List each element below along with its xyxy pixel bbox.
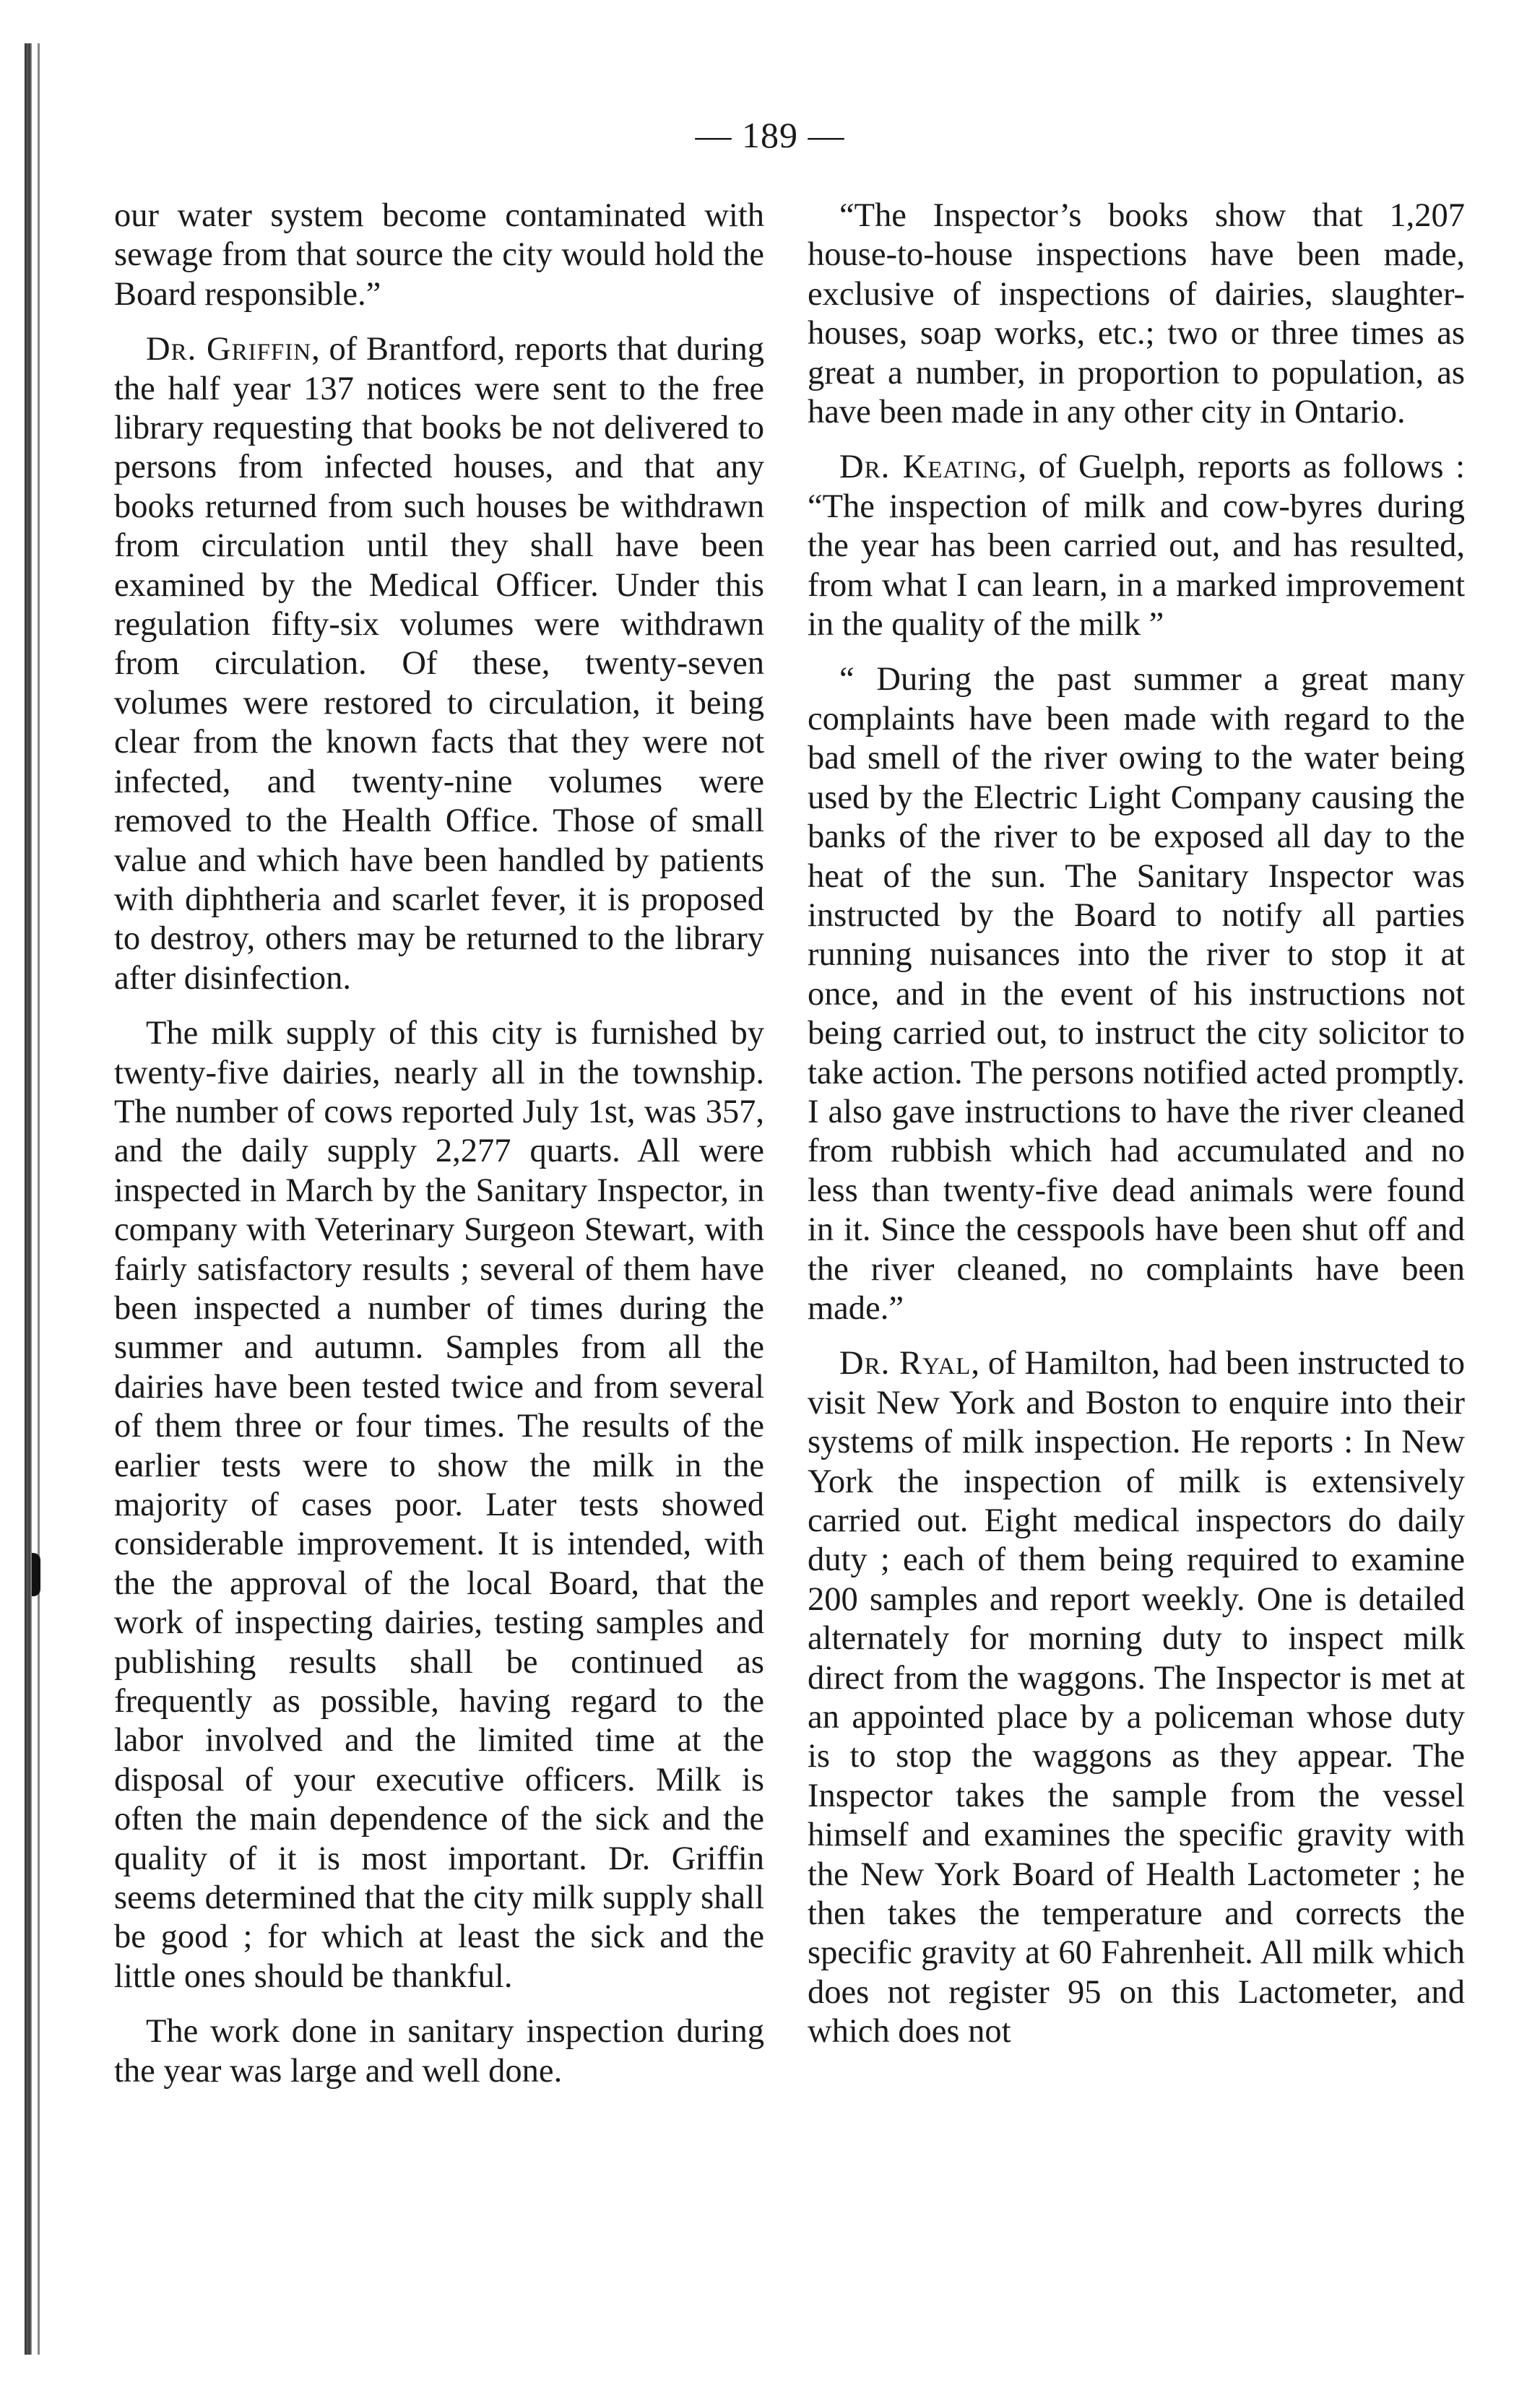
binding-shadow [25,43,32,2355]
left-paragraph-1: our water system become contaminated with sewage from that source the city would hold the Board responsible.” [114,197,764,313]
left-paragraph-2-text: , of Brantford, reports that during the half year 137 notices were sent to the free library requesting that books be not delivered to persons from infected houses, and that any books returned from such houses be withdrawn from circulation until they shall have been examined by the Medical Officer. Under this regulation fifty-six volumes were withdrawn from circulation. Of these, twenty-seven volumes were restored to circulation, it being clear from the known facts that they were not infected, and twenty-nine volumes were removed to the Health Office. Those of small value and which have been handled by patients with diphtheria and scarlet fever, it is proposed to destroy, others may be returned to the library after disinfection. [114,331,764,997]
right-column [808,196,1465,2068]
right-paragraph-1: “The Inspector’s books show that 1,207 house-to-house inspections have been made, exclusive of inspections of dairies, slaughter-houses, soap works, etc.; two or three times as great a number, in proportion to population, as have been made in any other city in Ontario. [808,197,1465,431]
left-paragraph-3: The milk supply of this city is furnished by twenty-five dairies, nearly all in the township. The number of cows reported July 1st, was 357, and the daily supply 2,277 quarts. All were inspected in March by the Sanitary Inspector, in company with Veterinary Surgeon Stewart, with fairly satisfactory results ; several of them have been inspected a number of times during the summer and autumn. Samples from all the dairies have been tested twice and from several of them three or four times. The results of the earlier tests were to show the milk in the majority of cases poor. Later tests showed considerable improvement. It is intended, with the the approval of the local Board, that the work of inspecting dairies, testing samples and publishing results shall be continued as frequently as possible, having regard to the labor involved and the limited time at the disposal of your executive officers. Milk is often the main dependence of the sick and the quality of it is most important. Dr. Griffin seems determined that the city milk supply shall be good ; for which at least the sick and the little ones should be thankful. [114,1015,764,1995]
page-number: — 189 — [695,115,845,155]
left-paragraph-2 [114,330,764,998]
right-paragraph-2-text: , of Guelph, reports as follows : “The inspection of milk and cow-byres during the year has been carried out, and has resulted, from what I can learn, in a marked improvement in the quality of the milk ” [808,449,1465,644]
right-paragraph-3: “ During the past summer a great many complaints have been made with regard to the bad smell of the river owing to the water being used by the Electric Light Company causing the banks of the river to be exposed all day to the heat of the sun. The Sanitary Inspector was instructed by the Board to notify all parties running nuisances into the river to stop it at once, and in the event of his instructions not being carried out, to instruct the city solicitor to take action. The persons notified acted promptly. I also gave instructions to have the river cleaned from rubbish which had accumulated and no less than twenty-five dead animals were found in it. Since the cesspools have been shut off and the river cleaned, no complaints have been made.” [808,661,1465,1327]
author-name-griffin: Dr. Griffin [146,331,312,368]
right-paragraph-2 [808,448,1465,644]
binding-notch [32,1553,40,1596]
right-paragraph-4-text: , of Hamilton, had been instructed to visit New York and Boston to enquire into their systems of milk inspection. He reports : In New York the inspection of milk is extensively carried out. Eight medical inspectors do daily duty ; each of them being required to examine 200 samples and report weekly. One is detailed alternately for morning duty to inspect milk direct from the waggons. The Inspector is met at an appointed place by a policeman whose duty is to stop the waggons as they appear. The Inspector takes the sample from the vessel himself and examines the specific gravity with the New York Board of Health Lactometer ; he then takes the temperature and corrects the specific gravity at 60 Fahrenheit. All milk which does not register 95 on this Lactometer, and which does not [808,1345,1465,2051]
page-binding-edge [17,43,46,2355]
left-column [114,196,764,2107]
author-name-keating: Dr. Keating [839,449,1018,486]
author-name-ryal: Dr. Ryal [839,1345,972,1382]
right-paragraph-4 [808,1344,1465,2051]
binding-line [38,43,40,2355]
left-paragraph-4: The work done in sanitary inspection during the year was large and well done. [114,2013,764,2090]
